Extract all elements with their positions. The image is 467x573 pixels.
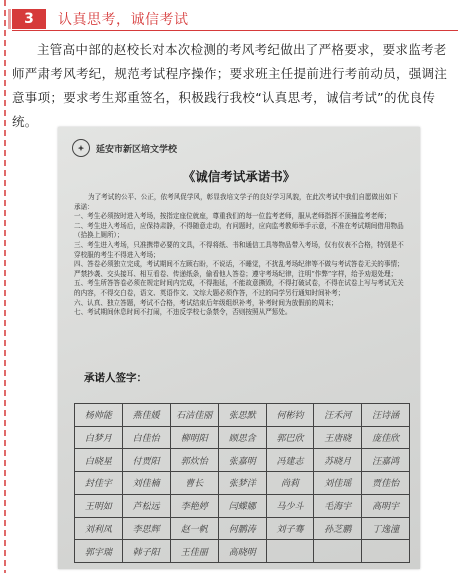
signature-cell: 冯建志 xyxy=(266,449,314,472)
signature-cell: 刘子骞 xyxy=(266,517,314,540)
signature-cell xyxy=(362,540,410,563)
school-header xyxy=(72,139,177,157)
pledge-item: 六、认真、独立答题，考试不合格，考试结束后年级组织补考，补考时间为放假前的周末； xyxy=(74,298,338,307)
signature-row xyxy=(75,494,410,517)
document-preamble: 为了考试的公平、公正，依考风促学风，彰显我培文学子的良好学习风貌，在此次考试中我们自愿做出如下承诺： xyxy=(74,193,398,211)
signature-cell: 汪诗涵 xyxy=(362,404,410,427)
signature-row xyxy=(75,426,410,449)
signature-cell: 丁逸潼 xyxy=(362,517,410,540)
signature-row xyxy=(75,449,410,472)
signature-cell: 石洁佳丽 xyxy=(170,404,218,427)
signature-cell: 顾思含 xyxy=(218,426,266,449)
signature-cell: 马少斗 xyxy=(266,494,314,517)
signature-cell: 毛海宇 xyxy=(314,494,362,517)
pledge-document-photo xyxy=(58,127,420,569)
signature-cell: 贾佳怡 xyxy=(362,472,410,495)
pledge-item: 二、考生进入考场后，应保持肃静，不得随意走动，有问题时，应向监考教师举手示意，不准在考试期间借用物品（拾换上厕所）； xyxy=(74,221,404,240)
pledge-item: 五、考生所答答卷必须在规定时间内完成，不得拖延，不能故意撕毁，不得打破试卷，不得在试卷上写与考试无关的内容，不得交白卷，语文、英语作文、文综大题必须作答，不过的同学另行通知时间补考； xyxy=(74,279,404,297)
signature-label: 承诺人签字： xyxy=(84,372,147,384)
signature-cell: 庞佳欣 xyxy=(362,426,410,449)
signature-row xyxy=(75,472,410,495)
document-body xyxy=(74,193,404,318)
signature-cell: 刘佳楠 xyxy=(122,472,170,495)
signature-table xyxy=(74,403,410,563)
signature-cell: 李思辉 xyxy=(122,517,170,540)
signature-cell: 燕佳媛 xyxy=(122,404,170,427)
school-emblem-icon: ✦ xyxy=(72,139,90,157)
signature-cell: 孙芝鹏 xyxy=(314,517,362,540)
intro-paragraph: 主管高中部的赵校长对本次检测的考风考纪做出了严格要求，要求监考老师严肃考风考纪，规范考试程序操作；要求班主任提前进行考前动员，强调注意事项；要求考生郑重签名，积极践行我校“认真思考，诚信考试”的优良传统。 xyxy=(12,42,448,129)
signature-cell: 白佳怡 xyxy=(122,426,170,449)
pledge-item: 三、考生进入考场，只准携带必要的文具，不得将纸、书和通信工具等物品带入考场，仅有仪表不合格，特别是不穿校服的考生不得进入考场； xyxy=(74,240,404,259)
section-divider xyxy=(12,30,458,31)
signature-cell: 杨帅能 xyxy=(75,404,123,427)
signature-cell: 韩子阳 xyxy=(122,540,170,563)
signature-row xyxy=(75,540,410,563)
signature-cell: 尚莉 xyxy=(266,472,314,495)
signature-cell: 郭巴欣 xyxy=(266,426,314,449)
signature-cell xyxy=(314,540,362,563)
signature-row xyxy=(75,404,410,427)
signature-cell: 付贾阳 xyxy=(122,449,170,472)
pledge-item: 七、考试期间休息时间不打闹，不违反学校七条禁令，否则按照从严惩处。 xyxy=(74,308,292,317)
signature-cell: 刘利凤 xyxy=(75,517,123,540)
signature-cell: 曹长 xyxy=(170,472,218,495)
signature-cell: 李艳婷 xyxy=(170,494,218,517)
signature-cell: 柳明阳 xyxy=(170,426,218,449)
signature-cell: 芦松远 xyxy=(122,494,170,517)
signature-row xyxy=(75,517,410,540)
document-title: 《诚信考试承诺书》 xyxy=(182,169,296,184)
signature-cell: 刘佳瑶 xyxy=(314,472,362,495)
section-header xyxy=(12,8,189,30)
signature-cell: 汪嘉鸿 xyxy=(362,449,410,472)
signature-cell: 张思默 xyxy=(218,404,266,427)
decorative-left-border xyxy=(4,0,6,573)
pledge-item: 一、考生必须按时进入考场，按指定座位就座，尊重我们的每一位监考老师，服从老师指挥不顶撞监考老师； xyxy=(74,212,391,221)
signature-cell: 王明如 xyxy=(75,494,123,517)
signature-cell: 高明宇 xyxy=(362,494,410,517)
section-number-badge xyxy=(12,9,46,29)
signature-cell: 白梦月 xyxy=(75,426,123,449)
signature-cell: 何彬钧 xyxy=(266,404,314,427)
signature-cell: 何鹏涛 xyxy=(218,517,266,540)
signature-cell xyxy=(266,540,314,563)
signature-cell: 张嘉明 xyxy=(218,449,266,472)
signature-cell: 高晓明 xyxy=(218,540,266,563)
signature-cell: 王佳丽 xyxy=(170,540,218,563)
signature-cell: 闫蝶娜 xyxy=(218,494,266,517)
signature-cell: 汪禾河 xyxy=(314,404,362,427)
signature-cell: 封佳宇 xyxy=(75,472,123,495)
school-name: 延安市新区培文学校 xyxy=(96,144,178,155)
signature-cell: 白晓星 xyxy=(75,449,123,472)
section-title: 认真思考，诚信考试 xyxy=(58,12,189,28)
signature-cell: 张梦洋 xyxy=(218,472,266,495)
signature-cell: 郭炊怡 xyxy=(170,449,218,472)
signature-cell: 王唐晓 xyxy=(314,426,362,449)
section-number: 3 xyxy=(12,9,46,29)
signature-cell: 苏晓月 xyxy=(314,449,362,472)
signature-cell: 郭宇瑞 xyxy=(75,540,123,563)
pledge-item: 四、答卷必须独立完成，考试期间不左顾右盼，不说话，不睡觉，不扰乱考场纪律等不做与考试答卷无关的事情；严禁抄袭、交头接耳、相互看卷、传递纸条，偷看他人答卷；遵守考场纪律，注明“作弊”字样，给予劝退处理； xyxy=(74,260,404,278)
signature-cell: 赵一帆 xyxy=(170,517,218,540)
